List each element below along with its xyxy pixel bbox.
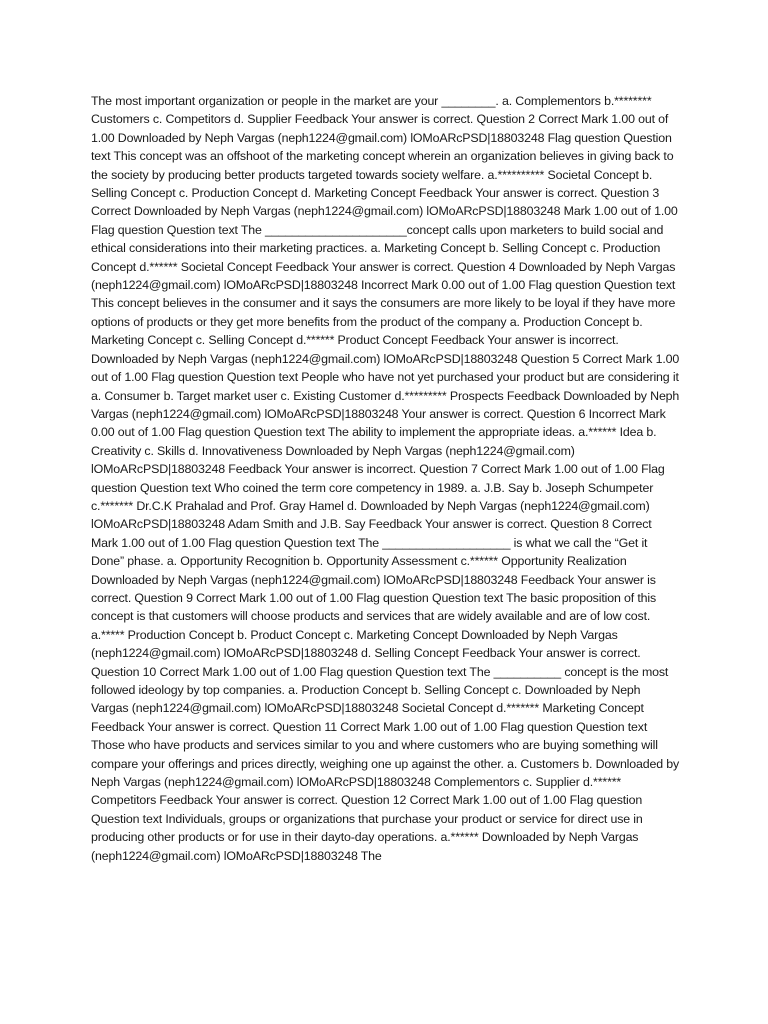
document-body-text: The most important organization or people in the market are your ________. a. Complementors b.******** Customers c. Competitors d. Supplier Feedback Your answer is correct. Question 2 Correct Mark 1.00 out of 1.00 Downloaded by Neph Vargas (neph1224@gmail.com) lOMoARcPSD|18803248 Flag question Question text This concept was an offshoot of the marketing concept wherein an organization believes in giving back to the society by producing better products targeted towards society welfare. a.********** Societal Concept b. Selling Concept c. Production Concept d. Marketing Concept Feedback Your answer is correct. Question 3 Correct Downloaded by Neph Vargas (neph1224@gmail.com) lOMoARcPSD|18803248 Mark 1.00 out of 1.00 Flag question Question text The _____________________concept calls upon marketers to build social and ethical considerations into their marketing practices. a. Marketing Concept b. Selling Concept c. Production Concept d.****** Societal Concept Feedback Your answer is correct. Question 4 Downloaded by Neph Vargas (neph1224@gmail.com) lOMoARcPSD|18803248 Incorrect Mark 0.00 out of 1.00 Flag question Question text This concept believes in the consumer and it says the consumers are more likely to be loyal if they have more options of products or they get more benefits from the product of the company a. Production Concept b. Marketing Concept c. Selling Concept d.****** Product Concept Feedback Your answer is incorrect. Downloaded by Neph Vargas (neph1224@gmail.com) lOMoARcPSD|18803248 Question 5 Correct Mark 1.00 out of 1.00 Flag question Question text People who have not yet purchased your product but are considering it a. Consumer b. Target market user c. Existing Customer d.********* Prospects Feedback Downloaded by Neph Vargas (neph1224@gmail.com) lOMoARcPSD|18803248 Your answer is correct. Question 6 Incorrect Mark 0.00 out of 1.00 Flag question Question text The ability to implement the appropriate ideas. a.****** Idea b. Creativity c. Skills d. Innovativeness Downloaded by Neph Vargas (neph1224@gmail.com) lOMoARcPSD|18803248 Feedback Your answer is incorrect. Question 7 Correct Mark 1.00 out of 1.00 Flag question Question text Who coined the term core competency in 1989. a. J.B. Say b. Joseph Schumpeter c.******* Dr.C.K Prahalad and Prof. Gray Hamel d. Downloaded by Neph Vargas (neph1224@gmail.com) lOMoARcPSD|18803248 Adam Smith and J.B. Say Feedback Your answer is correct. Question 8 Correct Mark 1.00 out of 1.00 Flag question Question text The ___________________ is what we call the “Get it Done” phase. a. Opportunity Recognition b. Opportunity Assessment c.****** Opportunity Realization Downloaded by Neph Vargas (neph1224@gmail.com) lOMoARcPSD|18803248 Feedback Your answer is correct. Question 9 Correct Mark 1.00 out of 1.00 Flag question Question text The basic proposition of this concept is that customers will choose products and services that are widely available and are of low cost. a.***** Production Concept b. Product Concept c. Marketing Concept Downloaded by Neph Vargas (neph1224@gmail.com) lOMoARcPSD|18803248 d. Selling Concept Feedback Your answer is correct. Question 10 Correct Mark 1.00 out of 1.00 Flag question Question text The __________ concept is the most followed ideology by top companies. a. Production Concept b. Selling Concept c. Downloaded by Neph Vargas (neph1224@gmail.com) lOMoARcPSD|18803248 Societal Concept d.******* Marketing Concept Feedback Your answer is correct. Question 11 Correct Mark 1.00 out of 1.00 Flag question Question text Those who have products and services similar to you and where customers who are buying something will compare your offerings and prices directly, weighing one up against the other. a. Customers b. Downloaded by Neph Vargas (neph1224@gmail.com) lOMoARcPSD|18803248 Complementors c. Supplier d.****** Competitors Feedback Your answer is correct. Question 12 Correct Mark 1.00 out of 1.00 Flag question Question text Individuals, groups or organizations that purchase your product or service for direct use in producing other products or for use in their dayto-day operations. a.****** Downloaded by Neph Vargas (neph1224@gmail.com) lOMoARcPSD|18803248 The	[91, 94, 680, 863]
